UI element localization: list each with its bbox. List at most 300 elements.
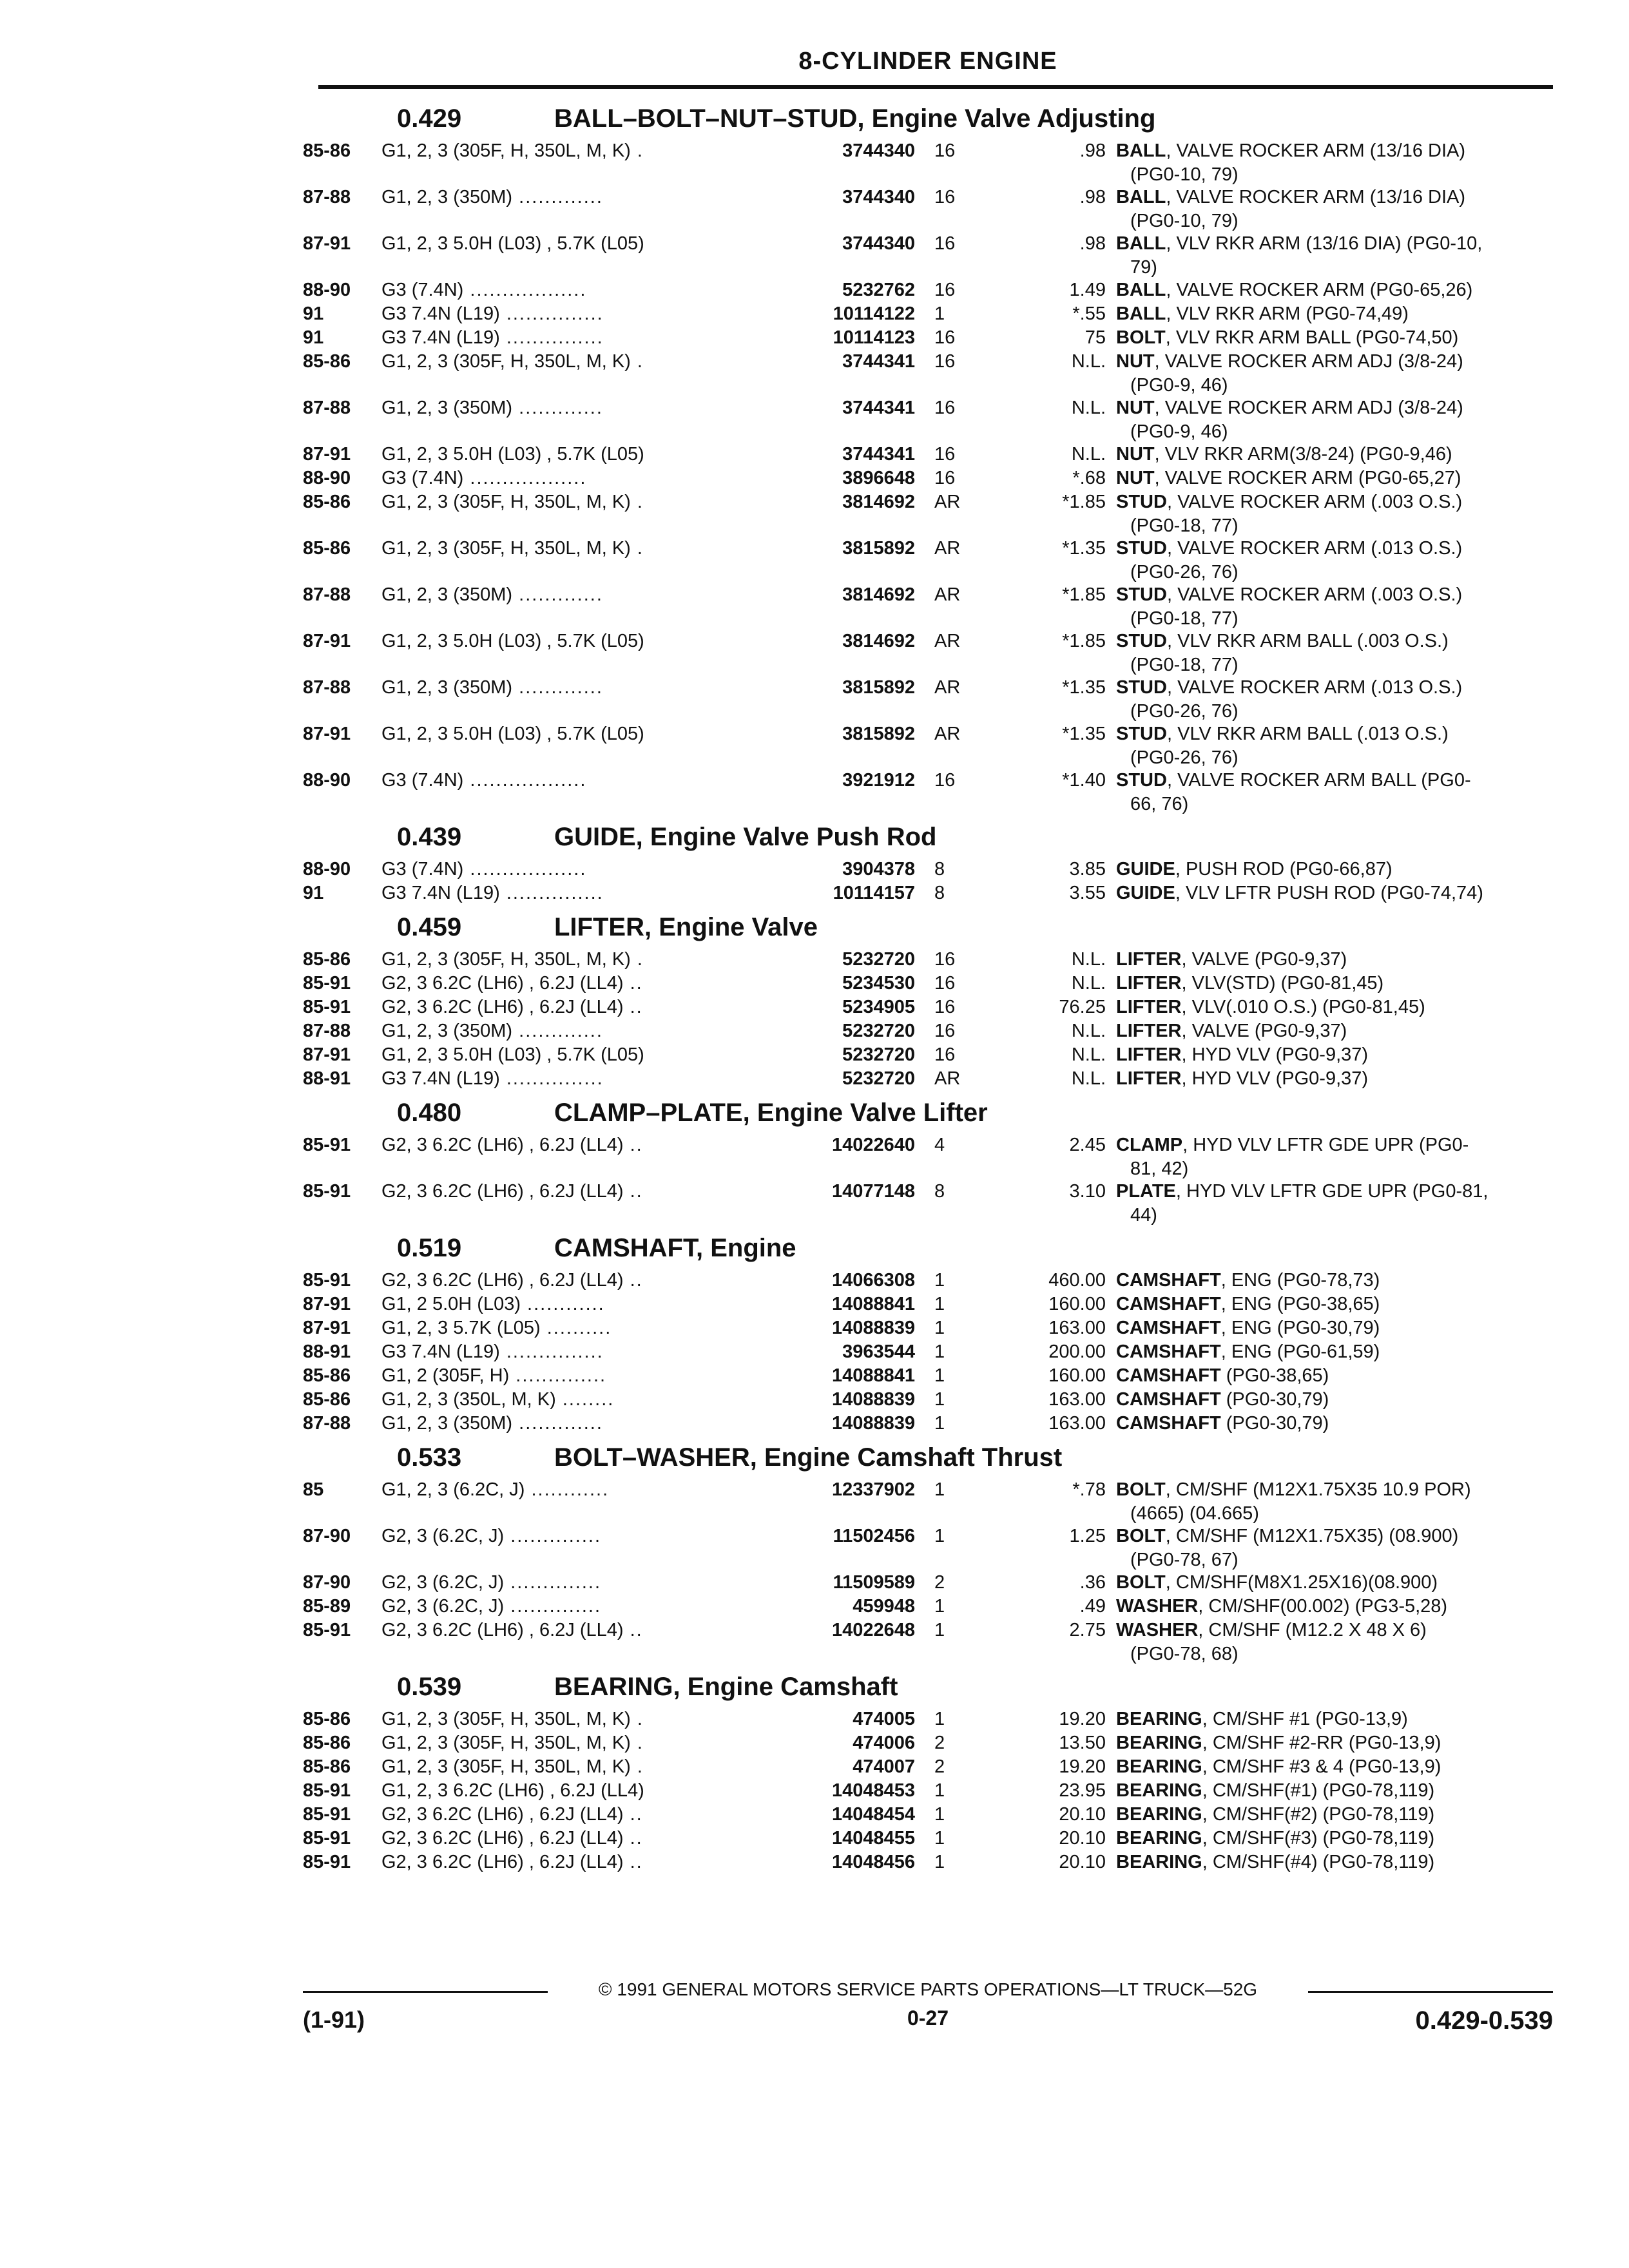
description: [1116, 1340, 1556, 1364]
description-line: [1116, 466, 1556, 490]
description-text: , VLV RKR ARM(3/8-24) (PG0-9,46): [1154, 444, 1452, 465]
section-title: CLAMP–PLATE, Engine Valve Lifter: [554, 1099, 988, 1127]
dot-leader: .............: [512, 677, 603, 698]
application: G3 (7.4N): [381, 770, 464, 791]
description: [1116, 881, 1556, 905]
application-cell: [381, 1571, 755, 1595]
description-text: , HYD VLV LFTR GDE UPR (PG0-81,: [1175, 1181, 1489, 1202]
application: G1, 2 (305F, H): [381, 1365, 510, 1386]
model-years: 91: [303, 883, 324, 903]
section-number: 0.429: [397, 104, 462, 133]
description-line: [1116, 1412, 1556, 1436]
model-years: 85-86: [303, 949, 351, 970]
application-cell: [381, 769, 755, 793]
quantity: 1: [934, 1389, 945, 1410]
copyright-notice: © 1991 GENERAL MOTORS SERVICE PARTS OPERATIONS—LT TRUCK—52G: [598, 1979, 1258, 1999]
description-text: , CM/SHF #2-RR (PG0-13,9): [1202, 1733, 1441, 1753]
table-row: [303, 1316, 1553, 1340]
part-number: 474005: [853, 1709, 915, 1729]
part-number: 5232720: [842, 1068, 915, 1089]
price: *.68: [1072, 468, 1106, 488]
part-number: 3896648: [842, 468, 915, 488]
description-keyword: NUT: [1116, 468, 1155, 488]
section-header: [303, 1091, 1553, 1133]
model-years: 85-86: [303, 538, 351, 559]
part-number: 10114122: [833, 303, 915, 324]
description-text: , VALVE ROCKER ARM (13/16 DIA): [1166, 140, 1466, 161]
description-text: , VALVE (PG0-9,37): [1181, 1021, 1347, 1041]
part-number: 5234905: [842, 997, 915, 1017]
quantity: 1: [934, 1596, 945, 1617]
description: [1116, 1269, 1556, 1293]
description: [1116, 186, 1556, 233]
description-line: [1116, 1524, 1556, 1548]
application-cell: [381, 1731, 755, 1755]
dot-leader: ..................: [463, 468, 587, 488]
description-continuation: (PG0-78, 68): [1130, 1644, 1239, 1664]
dot-leader: .: [630, 492, 644, 512]
description-line: [1116, 676, 1556, 700]
quantity: 2: [934, 1572, 945, 1593]
description-keyword: STUD: [1116, 631, 1167, 651]
description-line: [1116, 1571, 1556, 1595]
description: [1116, 537, 1556, 584]
model-years: 87-91: [303, 233, 351, 254]
description-line: [1116, 1779, 1556, 1803]
quantity: 1: [934, 303, 945, 324]
table-row: [303, 1388, 1553, 1412]
application-cell: [381, 881, 755, 905]
model-years: 85-86: [303, 1756, 351, 1777]
model-years: 88-90: [303, 859, 351, 879]
description: [1116, 466, 1556, 490]
description-keyword: BALL: [1116, 303, 1166, 324]
description-text: , ENG (PG0-38,65): [1220, 1294, 1380, 1314]
description: [1116, 948, 1556, 972]
description-text: , VLV(.010 O.S.) (PG0-81,45): [1181, 997, 1425, 1017]
quantity: 16: [934, 327, 956, 348]
model-years: 87-91: [303, 724, 351, 744]
model-years: 87-90: [303, 1572, 351, 1593]
table-row: [303, 350, 1553, 396]
description: [1116, 443, 1556, 466]
quantity: 8: [934, 1181, 945, 1202]
part-number: 3963544: [842, 1341, 915, 1362]
description-keyword: STUD: [1116, 538, 1167, 559]
description-text: , HYD VLV (PG0-9,37): [1181, 1044, 1369, 1065]
model-years: 85-86: [303, 1733, 351, 1753]
application-cell: [381, 858, 755, 881]
part-number: 10114123: [833, 327, 915, 348]
description-line: [1116, 1595, 1556, 1619]
application-cell: [381, 278, 755, 302]
price: 200.00: [1048, 1341, 1106, 1362]
part-number: 3744341: [842, 351, 915, 372]
table-row: [303, 490, 1553, 537]
model-years: 85-91: [303, 1181, 351, 1202]
description-continuation: 66, 76): [1130, 794, 1189, 814]
application-cell: [381, 466, 755, 490]
application-cell: [381, 629, 755, 653]
description-text: , VLV RKR ARM (PG0-74,49): [1166, 303, 1409, 324]
price: 163.00: [1048, 1389, 1106, 1410]
dot-leader: ...............: [499, 883, 604, 903]
table-row: [303, 1731, 1553, 1755]
description-keyword: LIFTER: [1116, 1068, 1182, 1089]
price: N.L.: [1071, 949, 1106, 970]
description-keyword: BEARING: [1116, 1756, 1202, 1777]
application: G1, 2, 3 5.0H (L03) , 5.7K (L05): [381, 631, 644, 651]
application: G2, 3 6.2C (LH6) , 6.2J (LL4): [381, 1270, 624, 1291]
description-keyword: CAMSHAFT: [1116, 1294, 1221, 1314]
description-text: , CM/SHF (M12.2 X 48 X 6): [1198, 1620, 1427, 1640]
quantity: 2: [934, 1756, 945, 1777]
table-row: [303, 722, 1553, 769]
price: *1.85: [1062, 492, 1106, 512]
quantity: 1: [934, 1294, 945, 1314]
price: N.L.: [1071, 444, 1106, 465]
table-row: [303, 1067, 1553, 1091]
page-range: 0.429-0.539: [1415, 2006, 1553, 2035]
section-title: BOLT–WASHER, Engine Camshaft Thrust: [554, 1443, 1063, 1472]
table-row: [303, 995, 1553, 1019]
table-row: [303, 1293, 1553, 1316]
description-keyword: CLAMP: [1116, 1135, 1183, 1155]
model-years: 91: [303, 327, 324, 348]
part-number: 3744340: [842, 140, 915, 161]
description-keyword: PLATE: [1116, 1181, 1176, 1202]
quantity: 1: [934, 1413, 945, 1434]
part-number: 3904378: [842, 859, 915, 879]
model-years: 88-91: [303, 1068, 351, 1089]
description-text: , CM/SHF #1 (PG0-13,9): [1202, 1709, 1408, 1729]
price: .49: [1079, 1596, 1106, 1617]
application-cell: [381, 972, 755, 995]
description-continuation: (PG0-9, 46): [1130, 375, 1228, 396]
application-cell: [381, 1779, 755, 1803]
price: *1.85: [1062, 584, 1106, 605]
application-cell: [381, 350, 755, 374]
description-text: , VALVE ROCKER ARM ADJ (3/8-24): [1154, 351, 1463, 372]
part-number: 14088839: [831, 1389, 915, 1410]
application: G3 (7.4N): [381, 468, 464, 488]
description-text: , HYD VLV LFTR GDE UPR (PG0-: [1182, 1135, 1469, 1155]
description: [1116, 302, 1556, 326]
part-number: 14022640: [831, 1135, 915, 1155]
description-keyword: GUIDE: [1116, 883, 1175, 903]
description-line: [1116, 629, 1556, 653]
model-years: 87-90: [303, 1526, 351, 1546]
part-number: 459948: [853, 1596, 915, 1617]
price: *1.35: [1062, 724, 1106, 744]
application: G1, 2, 3 5.0H (L03) , 5.7K (L05): [381, 233, 644, 254]
price: .98: [1079, 233, 1106, 254]
description-keyword: CAMSHAFT: [1116, 1413, 1221, 1434]
part-number: 14088839: [831, 1318, 915, 1338]
section-header: [303, 815, 1553, 858]
table-row: [303, 676, 1553, 722]
table-row: [303, 972, 1553, 995]
model-years: 85-86: [303, 492, 351, 512]
description-line: [1116, 396, 1556, 420]
table-row: [303, 881, 1553, 905]
description-line: [1116, 769, 1556, 793]
page-title: 8-CYLINDER ENGINE: [798, 48, 1057, 75]
dot-leader: .: [630, 1709, 644, 1729]
footer-rule-right: [1308, 1991, 1553, 1993]
description-keyword: CAMSHAFT: [1116, 1270, 1221, 1291]
section-title: LIFTER, Engine Valve: [554, 913, 818, 941]
part-number: 5234530: [842, 973, 915, 994]
model-years: 88-90: [303, 280, 351, 300]
price: N.L.: [1071, 398, 1106, 418]
description-text: , VLV RKR ARM BALL (PG0-74,50): [1165, 327, 1459, 348]
description-line: [1116, 1619, 1556, 1642]
dot-leader: ..: [623, 1804, 643, 1825]
price: N.L.: [1071, 973, 1106, 994]
table-row: [303, 1850, 1553, 1874]
dot-leader: .: [630, 1756, 644, 1777]
price: N.L.: [1071, 1068, 1106, 1089]
application: G1, 2, 3 6.2C (LH6) , 6.2J (LL4): [381, 1780, 644, 1801]
application-cell: [381, 1707, 755, 1731]
section-title: CAMSHAFT, Engine: [554, 1234, 796, 1262]
description: [1116, 1388, 1556, 1412]
footer-rule-left: [303, 1991, 548, 1993]
application-cell: [381, 1755, 755, 1779]
application: G1, 2, 3 (305F, H, 350L, M, K): [381, 492, 631, 512]
price: N.L.: [1071, 1021, 1106, 1041]
description-keyword: GUIDE: [1116, 859, 1175, 879]
description-continuation: (PG0-18, 77): [1130, 608, 1239, 629]
application: G1, 2, 3 5.0H (L03) , 5.7K (L05): [381, 1044, 644, 1065]
table-row: [303, 232, 1553, 278]
model-years: 85: [303, 1479, 324, 1500]
description-continuation: (PG0-18, 77): [1130, 515, 1239, 536]
table-row: [303, 1707, 1553, 1731]
table-row: [303, 769, 1553, 815]
dot-leader: .............: [512, 584, 603, 605]
description-line: [1116, 995, 1556, 1019]
part-number: 474006: [853, 1733, 915, 1753]
application-cell: [381, 396, 755, 420]
description-line: [1116, 1803, 1556, 1827]
description-continuation: (PG0-18, 77): [1130, 655, 1239, 675]
quantity: 16: [934, 997, 956, 1017]
quantity: 4: [934, 1135, 945, 1155]
application-cell: [381, 676, 755, 700]
model-years: 87-91: [303, 631, 351, 651]
description-keyword: BOLT: [1116, 1479, 1166, 1500]
price: 19.20: [1059, 1709, 1106, 1729]
description-line: [1116, 302, 1556, 326]
table-row: [303, 1269, 1553, 1293]
table-row: [303, 948, 1553, 972]
description-line: [1116, 1269, 1556, 1293]
description-line: [1116, 948, 1556, 972]
description-keyword: LIFTER: [1116, 973, 1182, 994]
description: [1116, 972, 1556, 995]
section-number: 0.459: [397, 913, 462, 941]
description-text: , CM/SHF(M8X1.25X16)(08.900): [1165, 1572, 1438, 1593]
application: G1, 2, 3 (350M): [381, 1021, 513, 1041]
application-cell: [381, 1067, 755, 1091]
description-keyword: BEARING: [1116, 1733, 1202, 1753]
description-text: , ENG (PG0-30,79): [1220, 1318, 1380, 1338]
dot-leader: .............: [512, 398, 603, 418]
dot-leader: ...............: [499, 1068, 604, 1089]
dot-leader: ..: [623, 1828, 643, 1849]
application-cell: [381, 583, 755, 607]
description: [1116, 1779, 1556, 1803]
price: *1.35: [1062, 538, 1106, 559]
description-text: , VLV RKR ARM BALL (.003 O.S.): [1166, 631, 1449, 651]
price: 23.95: [1059, 1780, 1106, 1801]
part-number: 12337902: [831, 1479, 915, 1500]
application: G1, 2, 3 (305F, H, 350L, M, K): [381, 351, 631, 372]
model-years: 85-91: [303, 1780, 351, 1801]
description-text: , VALVE ROCKER ARM (PG0-65,27): [1154, 468, 1461, 488]
application-cell: [381, 1478, 755, 1502]
part-number: 11502456: [833, 1526, 915, 1546]
description: [1116, 490, 1556, 538]
table-row: [303, 1524, 1553, 1571]
part-number: 3815892: [842, 538, 915, 559]
part-number: 14088841: [831, 1365, 915, 1386]
description-text: (PG0-38,65): [1220, 1365, 1329, 1386]
description-keyword: CAMSHAFT: [1116, 1365, 1221, 1386]
part-number: 3921912: [842, 770, 915, 791]
description-line: [1116, 278, 1556, 302]
description-text: , VALVE (PG0-9,37): [1181, 949, 1347, 970]
dot-leader: ..............: [509, 1365, 607, 1386]
edition-date: (1-91): [303, 2006, 365, 2033]
quantity: 1: [934, 1270, 945, 1291]
description-line: [1116, 139, 1556, 163]
application-cell: [381, 1180, 755, 1204]
application: G3 7.4N (L19): [381, 327, 500, 348]
price: *1.35: [1062, 677, 1106, 698]
dot-leader: .: [630, 949, 644, 970]
price: .98: [1079, 187, 1106, 207]
application: G2, 3 6.2C (LH6) , 6.2J (LL4): [381, 1620, 624, 1640]
description-continuation: (PG0-26, 76): [1130, 562, 1239, 582]
dot-leader: ...............: [499, 327, 604, 348]
description: [1116, 583, 1556, 631]
quantity: 1: [934, 1828, 945, 1849]
model-years: 85-86: [303, 351, 351, 372]
part-number: 10114157: [833, 883, 915, 903]
application-cell: [381, 232, 755, 256]
application-cell: [381, 1043, 755, 1067]
table-row: [303, 1340, 1553, 1364]
quantity: AR: [934, 1068, 961, 1089]
model-years: 85-86: [303, 1365, 351, 1386]
application: G1, 2, 3 (305F, H, 350L, M, K): [381, 538, 631, 559]
description: [1116, 1619, 1556, 1666]
application: G1, 2, 3 (305F, H, 350L, M, K): [381, 1709, 631, 1729]
description-text: , VALVE ROCKER ARM (.003 O.S.): [1166, 492, 1463, 512]
description-keyword: CAMSHAFT: [1116, 1389, 1221, 1410]
description: [1116, 396, 1556, 444]
dot-leader: .: [630, 140, 644, 161]
quantity: 1: [934, 1709, 945, 1729]
quantity: 1: [934, 1341, 945, 1362]
quantity: 16: [934, 1021, 956, 1041]
application: G1, 2, 3 (305F, H, 350L, M, K): [381, 1756, 631, 1777]
price: 76.25: [1059, 997, 1106, 1017]
description-keyword: WASHER: [1116, 1596, 1199, 1617]
part-number: 5232720: [842, 1044, 915, 1065]
description-line: [1116, 1755, 1556, 1779]
description-continuation: (4665) (04.665): [1130, 1503, 1259, 1524]
description-continuation: 81, 42): [1130, 1158, 1189, 1179]
part-number: 14088839: [831, 1413, 915, 1434]
dot-leader: .: [630, 1733, 644, 1753]
model-years: 88-90: [303, 770, 351, 791]
application-cell: [381, 139, 755, 163]
quantity: 1: [934, 1620, 945, 1640]
price: 160.00: [1048, 1294, 1106, 1314]
quantity: 16: [934, 973, 956, 994]
application: G3 7.4N (L19): [381, 303, 500, 324]
description: [1116, 995, 1556, 1019]
description: [1116, 1412, 1556, 1436]
description-line: [1116, 326, 1556, 350]
description: [1116, 1364, 1556, 1388]
dot-leader: ..: [623, 997, 643, 1017]
application-cell: [381, 1388, 755, 1412]
quantity: 1: [934, 1526, 945, 1546]
description-line: [1116, 722, 1556, 746]
application: G2, 3 6.2C (LH6) , 6.2J (LL4): [381, 1804, 624, 1825]
application: G2, 3 6.2C (LH6) , 6.2J (LL4): [381, 1852, 624, 1872]
application: G1, 2, 3 (6.2C, J): [381, 1479, 525, 1500]
description-keyword: STUD: [1116, 724, 1167, 744]
description-keyword: BALL: [1116, 280, 1166, 300]
description-line: [1116, 350, 1556, 374]
application: G1, 2, 3 5.0H (L03) , 5.7K (L05): [381, 724, 644, 744]
price: *1.40: [1062, 770, 1106, 791]
model-years: 87-91: [303, 1318, 351, 1338]
description-line: [1116, 1133, 1556, 1157]
section-title: BEARING, Engine Camshaft: [554, 1673, 898, 1701]
part-number: 5232762: [842, 280, 915, 300]
model-years: 85-91: [303, 1804, 351, 1825]
description-keyword: WASHER: [1116, 1620, 1199, 1640]
description-line: [1116, 1019, 1556, 1043]
parts-list: [303, 97, 1553, 1874]
description-line: [1116, 1850, 1556, 1874]
part-number: 3744341: [842, 398, 915, 418]
section-number: 0.519: [397, 1234, 462, 1262]
description: [1116, 1067, 1556, 1091]
quantity: 16: [934, 140, 956, 161]
model-years: 91: [303, 303, 324, 324]
description-line: [1116, 490, 1556, 514]
description-line: [1116, 1388, 1556, 1412]
application-cell: [381, 1269, 755, 1293]
table-row: [303, 1364, 1553, 1388]
section-number: 0.480: [397, 1099, 462, 1127]
description-continuation: (PG0-26, 76): [1130, 701, 1239, 722]
application-cell: [381, 1619, 755, 1642]
table-row: [303, 1595, 1553, 1619]
application: G2, 3 (6.2C, J): [381, 1572, 505, 1593]
dot-leader: ..........: [540, 1318, 612, 1338]
application-cell: [381, 1803, 755, 1827]
description-keyword: BOLT: [1116, 1526, 1166, 1546]
